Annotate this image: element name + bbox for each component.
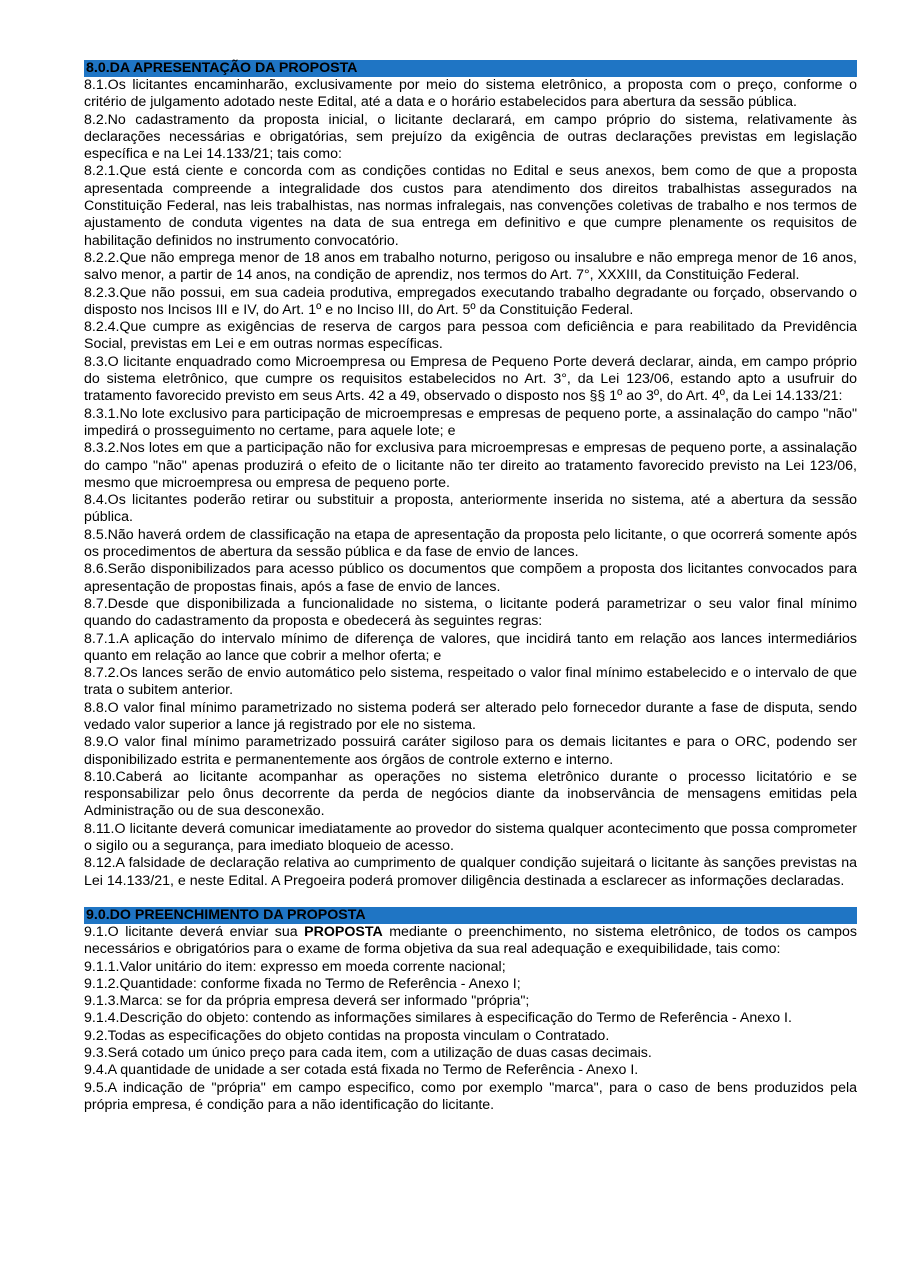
paragraph-8-9: 8.9.O valor final mínimo parametrizado possuirá caráter sigiloso para os demais licitantes e para o ORC, podendo ser disponibilizado estrita e permanentemente aos órgãos de controle externo e interno. xyxy=(84,734,857,768)
paragraph-9-1-suffix: mediante o preenchimento, no sistema eletrônico, de todos os campos necessários e obrigatórios para o exame de forma objetiva da sua real adequação e exequibilidade, tais como: xyxy=(84,923,857,958)
paragraph-8-2-4: 8.2.4.Que cumpre as exigências de reserva de cargos para pessoa com deficiência e para reabilitado da Previdência Social, previstas em Lei e em outras normas específicas. xyxy=(84,319,857,353)
paragraph-9-3: 9.3.Será cotado um único preço para cada item, com a utilização de duas casas decimais. xyxy=(84,1045,652,1062)
paragraph-8-3-1: 8.3.1.No lote exclusivo para participação de microempresas e empresas de pequeno porte, a assinalação do campo "não" impedirá o prosseguimento no certame, para aquele lote; e xyxy=(84,405,857,439)
paragraph-9-1-2: 9.1.2.Quantidade: conforme fixada no Termo de Referência - Anexo I; xyxy=(84,975,521,992)
paragraph-8-7-1: 8.7.1.A aplicação do intervalo mínimo de diferença de valores, que incidirá tanto em relação aos lances intermediários quanto em relação ao lance que cobrir a melhor oferta; e xyxy=(84,630,857,664)
paragraph-8-1: 8.1.Os licitantes encaminharão, exclusivamente por meio do sistema eletrônico, a proposta com o preço, conforme o critério de julgamento adotado neste Edital, até a data e o horário estabelecidos para abertura da sessão pública. xyxy=(84,77,857,111)
paragraph-8-2-1: 8.2.1.Que está ciente e concorda com as condições contidas no Edital e seus anexos, bem como de que a proposta apresentada compreende a integralidade dos custos para atendimento dos direitos trabalhistas assegurados na Constituição Federal, nas leis trabalhistas, nas normas infralegais, nas convenções coletivas de trabalho e nos termos de ajustamento de conduta vigentes na data de sua entrega em definitivo e que cumpre plenamente os requisitos de habilitação definidos no instrumento convocatório. xyxy=(84,163,857,249)
paragraph-9-1-3: 9.1.3.Marca: se for da própria empresa deverá ser informado "própria"; xyxy=(84,993,530,1010)
paragraph-9-1-1: 9.1.1.Valor unitário do item: expresso em moeda corrente nacional; xyxy=(84,958,506,975)
paragraph-8-6: 8.6.Serão disponibilizados para acesso público os documentos que compõem a proposta dos licitantes convocados para apresentação de propostas finais, após a fase de envio de lances. xyxy=(84,561,857,595)
paragraph-8-4: 8.4.Os licitantes poderão retirar ou substituir a proposta, anteriormente inserida no sistema, até a abertura da sessão pública. xyxy=(84,492,857,526)
paragraph-9-4: 9.4.A quantidade de unidade a ser cotada está fixada no Termo de Referência - Anexo I. xyxy=(84,1062,639,1079)
section-spacer xyxy=(84,890,857,907)
paragraph-8-10: 8.10.Caberá ao licitante acompanhar as operações no sistema eletrônico durante o processo licitatório e se responsabilizar pelo ônus decorrente da perda de negócios diante da inobservância de mensagens emitidas pela Administração ou de sua desconexão. xyxy=(84,768,857,820)
section-9-body xyxy=(84,924,857,1114)
paragraph-9-1 xyxy=(84,924,857,959)
paragraph-9-5: 9.5.A indicação de "própria" em campo especifico, como por exemplo "marca", para o caso de bens produzidos pela própria empresa, é condição para a não identificação do licitante. xyxy=(84,1079,857,1113)
paragraph-9-1-prefix: 9.1.O licitante deverá enviar sua xyxy=(84,923,305,940)
paragraph-9-2: 9.2.Todas as especificações do objeto contidas na proposta vinculam o Contratado. xyxy=(84,1027,610,1044)
paragraph-8-7: 8.7.Desde que disponibilizada a funcionalidade no sistema, o licitante poderá parametrizar o seu valor final mínimo quando do cadastramento da proposta e obedecerá às seguintes regras: xyxy=(84,595,857,630)
paragraph-8-11: 8.11.O licitante deverá comunicar imediatamente ao provedor do sistema qualquer acontecimento que possa comprometer o sigilo ou a segurança, para imediato bloqueio de acesso. xyxy=(84,820,857,855)
paragraph-8-2: 8.2.No cadastramento da proposta inicial, o licitante declarará, em campo próprio do sistema, relativamente às declarações necessárias e obrigatórias, sem prejuízo da exigência de outras declarações previstas em legislação específica e na Lei 14.133/21; tais como: xyxy=(84,111,857,163)
document-page xyxy=(84,60,857,1114)
paragraph-8-12: 8.12.A falsidade de declaração relativa ao cumprimento de qualquer condição sujeitará o licitante às sanções previstas na Lei 14.133/21, e neste Edital. A Pregoeira poderá promover diligência destinada a esclarecer as informações declaradas. xyxy=(84,855,857,889)
section-8-heading: 8.0.DA APRESENTAÇÃO DA PROPOSTA xyxy=(84,60,857,77)
paragraph-8-2-2: 8.2.2.Que não emprega menor de 18 anos em trabalho noturno, perigoso ou insalubre e não emprega menor de 16 anos, salvo menor, a partir de 14 anos, na condição de aprendiz, nos termos do Art. 7°, XXXIII, da Constituição Federal. xyxy=(84,249,857,284)
paragraph-8-2-3: 8.2.3.Que não possui, em sua cadeia produtiva, empregados executando trabalho degradante ou forçado, observando o disposto nos Incisos III e IV, do Art. 1º e no Inciso III, do Art. 5º da Constituição Federal. xyxy=(84,284,857,318)
paragraph-8-5: 8.5.Não haverá ordem de classificação na etapa de apresentação da proposta pelo licitante, o que ocorrerá somente após os procedimentos de abertura da sessão pública e da fase de envio de lances. xyxy=(84,526,857,561)
section-9-heading: 9.0.DO PREENCHIMENTO DA PROPOSTA xyxy=(84,907,857,924)
paragraph-8-7-2: 8.7.2.Os lances serão de envio automático pelo sistema, respeitado o valor final mínimo estabelecido e o intervalo de que trata o subitem anterior. xyxy=(84,665,857,699)
paragraph-8-8: 8.8.O valor final mínimo parametrizado no sistema poderá ser alterado pelo fornecedor durante a fase de disputa, sendo vedado valor superior a lance já registrado por ele no sistema. xyxy=(84,699,857,733)
paragraph-8-3: 8.3.O licitante enquadrado como Microempresa ou Empresa de Pequeno Porte deverá declarar, ainda, em campo próprio do sistema eletrônico, que cumpre os requisitos estabelecidos no Art. 3°, da Lei 123/06, estando apto a usufruir do tratamento favorecido previsto em seus Arts. 42 a 49, observado o disposto nos §§ 1º ao 3º, do Art. 4º, da Lei 14.133/21: xyxy=(84,353,857,405)
paragraph-9-1-4: 9.1.4.Descrição do objeto: contendo as informações similares à especificação do Termo de Referência - Anexo I. xyxy=(84,1010,792,1027)
paragraph-9-1-bold: PROPOSTA xyxy=(304,923,383,940)
paragraph-8-3-2: 8.3.2.Nos lotes em que a participação não for exclusiva para microempresas e empresas de pequeno porte, a assinalação do campo "não" apenas produzirá o efeito de o licitante não ter direito ao tratamento favorecido previsto na Lei 123/06, mesmo que microempresa ou empresa de pequeno porte. xyxy=(84,440,857,491)
section-8-body xyxy=(84,77,857,890)
